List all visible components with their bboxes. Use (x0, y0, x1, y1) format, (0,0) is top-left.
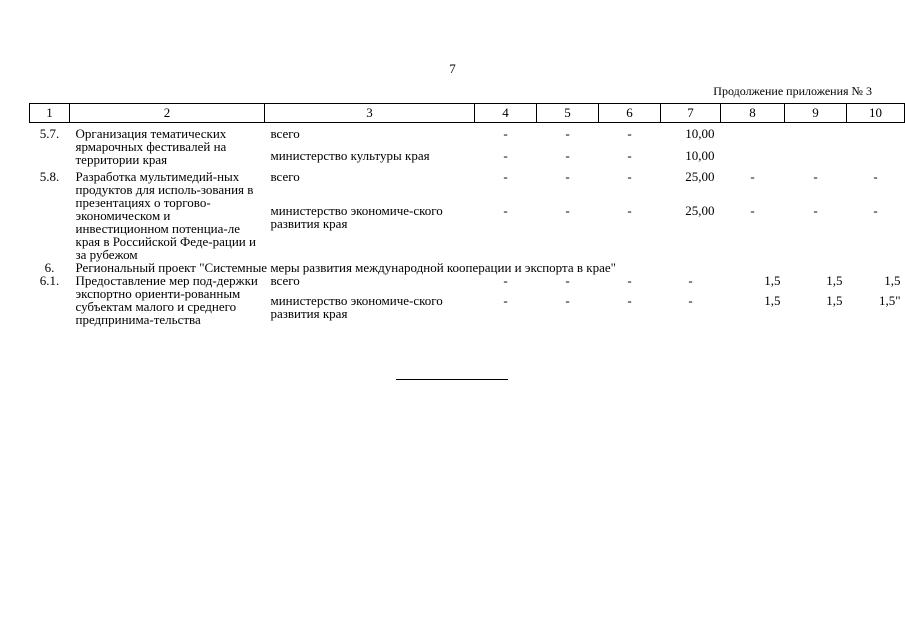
value-col-10: 1,5" (878, 292, 901, 308)
value-col-10: 1,5 (884, 273, 901, 288)
value-col-8 (721, 145, 785, 166)
value-col-9 (785, 145, 847, 166)
header-cell-6: 6 (599, 104, 661, 123)
funding-source: всего (270, 126, 300, 141)
value-col-7: 10,00 (685, 126, 715, 141)
value-col-9: - (813, 203, 818, 219)
value-col-5: - (565, 147, 570, 163)
value-col-9: - (813, 169, 818, 184)
value-col-4: - (503, 147, 508, 163)
funding-source: министерство экономиче-ского развития края (270, 203, 443, 232)
appendix-table (29, 103, 905, 326)
value-col-4: - (503, 292, 508, 308)
value-col-8 (721, 123, 785, 145)
value-col-7: 25,00 (685, 169, 715, 184)
value-col-8: - (750, 203, 755, 219)
value-col-6: - (627, 203, 632, 219)
value-col-9: 1,5 (826, 273, 843, 288)
value-col-4: - (503, 169, 508, 184)
value-col-10 (847, 123, 905, 145)
value-col-5: - (565, 273, 570, 288)
value-col-7: - (688, 273, 693, 288)
value-col-6: - (627, 273, 632, 288)
value-col-6: - (627, 292, 632, 308)
continuation-label: Продолжение приложения № 3 (713, 84, 872, 98)
value-col-5: - (565, 169, 570, 184)
header-row (30, 104, 905, 123)
funding-source: всего (270, 273, 300, 288)
value-col-5: - (565, 292, 570, 308)
value-col-7: 25,00 (685, 203, 715, 219)
value-col-6: - (627, 147, 632, 163)
value-col-6: - (627, 169, 632, 184)
funding-source: всего (270, 169, 300, 184)
table-row-5-7-total (30, 123, 905, 145)
value-col-9: 1,5 (826, 292, 843, 308)
value-col-7: 10,00 (685, 147, 715, 163)
header-cell-3: 3 (265, 104, 475, 123)
closing-rule (396, 379, 508, 380)
value-col-5: - (565, 203, 570, 219)
value-col-8: - (750, 169, 755, 184)
row-number: 6.1. (39, 273, 60, 288)
row-number: 6. (44, 260, 55, 275)
header-cell-4: 4 (475, 104, 537, 123)
value-col-5: - (565, 126, 570, 141)
header-cell-2: 2 (70, 104, 265, 123)
value-col-10: - (873, 203, 878, 219)
value-col-4: - (503, 126, 508, 141)
value-col-8: 1,5 (764, 292, 781, 308)
header-cell-1: 1 (30, 104, 70, 123)
activity-name: Разработка мультимедий-ных продуктов для исполь-зования в презентациях о торгово-экономическом и инвестиционном потенциа-ле края в Российской Феде-рации и за рубежом (75, 169, 256, 262)
value-col-6: - (627, 126, 632, 141)
funding-source: министерство культуры края (270, 147, 430, 163)
page-number: 7 (449, 61, 456, 76)
row-number: 5.7. (39, 126, 60, 141)
row-number: 5.8. (39, 169, 60, 184)
header-cell-7: 7 (661, 104, 721, 123)
table-row-5-8-total (30, 166, 905, 200)
activity-name: Предоставление мер под-держки экспортно ориенти-рованным субъектам малого и среднего предпринима-тельства (75, 273, 258, 327)
value-col-4: - (503, 203, 508, 219)
value-col-9 (785, 123, 847, 145)
header-cell-8: 8 (721, 104, 785, 123)
table-row-6-1-total (30, 274, 905, 290)
section-title: Региональный проект "Системные меры развития международной кооперации и экспорта в крае" (75, 260, 616, 275)
activity-name: Организация тематических ярмарочных фестивалей на территории края (75, 126, 227, 167)
value-col-8: 1,5 (764, 273, 781, 288)
funding-source: министерство экономиче-ского развития края (270, 292, 443, 321)
value-col-10 (847, 145, 905, 166)
header-cell-5: 5 (537, 104, 599, 123)
value-col-7: - (688, 292, 693, 308)
value-col-10: - (873, 169, 878, 184)
header-cell-9: 9 (785, 104, 847, 123)
value-col-4: - (503, 273, 508, 288)
header-cell-10: 10 (847, 104, 905, 123)
